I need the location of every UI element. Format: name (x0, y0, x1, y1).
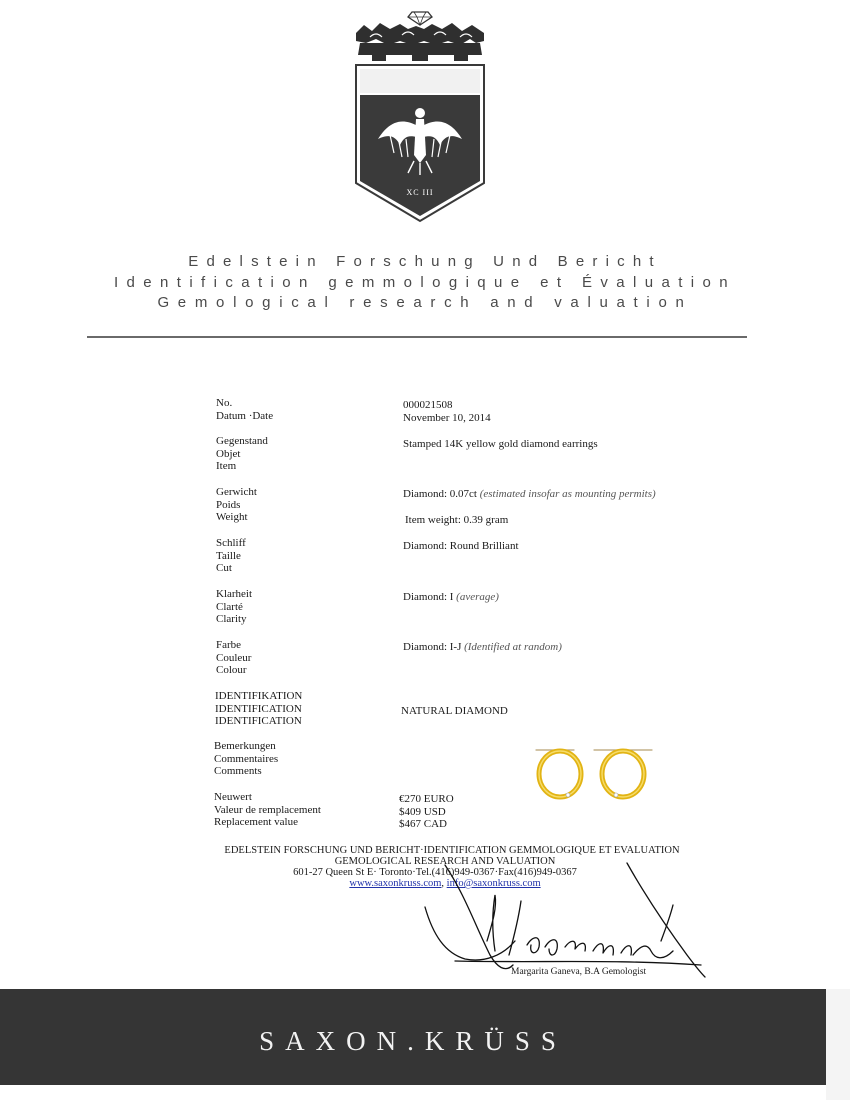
label-identification: IDENTIFIKATION IDENTIFICATION IDENTIFICATION (215, 690, 303, 728)
value-cad: $467 CAD (399, 818, 447, 831)
footer-company-name: EDELSTEIN FORSCHUNG UND BERICHT·IDENTIFICATION GEMMOLOGIQUE ET EVALUATION (224, 845, 680, 856)
label-cut: Schliff Taille Cut (216, 537, 246, 575)
value-weight (403, 488, 656, 501)
diamond-emblem-icon (408, 12, 432, 25)
value-colour: Diamond: I-J (Identified at random) (403, 641, 562, 653)
crest-logo (350, 5, 490, 227)
value-replacement (399, 793, 454, 831)
label-replacement-value: Neuwert Valeur de remplacement Replacement value (214, 791, 321, 829)
label-comments: Bemerkungen Commentaires Comments (214, 740, 279, 778)
email-link[interactable]: info@saxonkruss.com (446, 878, 541, 889)
item-weight: Item weight: 0.39 gram (405, 514, 509, 526)
footer-links: www.saxonkruss.com, info@saxonkruss.com (349, 878, 541, 889)
brand-name: SAXON.KRÜSS (259, 1026, 567, 1056)
value-number-date (403, 399, 491, 424)
footer-subtitle: GEMOLOGICAL RESEARCH AND VALUATION (334, 856, 556, 867)
label-colour: Farbe Couleur Colour (216, 639, 252, 677)
report-date: November 10, 2014 (403, 411, 491, 424)
earrings-image (528, 744, 658, 804)
crest-numeral: XC III (406, 188, 434, 197)
footer-address: 601-27 Queen St E· Toronto·Tel.(416)949-0367·Fax(416)949-0367 (293, 867, 577, 878)
value-clarity: Diamond: I (average) (403, 591, 499, 603)
colour-note: (Identified at random) (464, 641, 562, 653)
clarity-note: (average) (456, 591, 499, 603)
label-number-date: No. Datum ·Date (216, 397, 274, 422)
value-identification: NATURAL DIAMOND (401, 705, 508, 717)
signatory-caption: Margarita Ganeva, B.A Gemologist (511, 967, 647, 977)
label-clarity: Klarheit Clarté Clarity (216, 588, 253, 626)
website-link[interactable]: www.saxonkruss.com (349, 878, 442, 889)
crown-icon (356, 23, 484, 61)
value-euro: €270 EURO (399, 793, 454, 805)
header-french: Identification gemmologique et Évaluation (113, 274, 737, 291)
diamond-weight: Diamond: 0.07ct (403, 488, 477, 500)
weight-note: (estimated insofar as mounting permits) (479, 488, 656, 500)
header-english: Gemological research and valuation (157, 294, 693, 311)
report-number: 000021508 (403, 399, 453, 411)
value-item: Stamped 14K yellow gold diamond earrings (403, 438, 598, 450)
header-german: Edelstein Forschung Und Bericht (188, 253, 662, 270)
value-cut: Diamond: Round Brilliant (403, 540, 519, 552)
value-usd: $409 USD (399, 805, 446, 818)
header-divider (87, 336, 747, 338)
scan-edge (826, 989, 850, 1100)
label-weight: Gerwicht Poids Weight (216, 486, 257, 524)
label-item: Gegenstand Objet Item (216, 435, 268, 473)
